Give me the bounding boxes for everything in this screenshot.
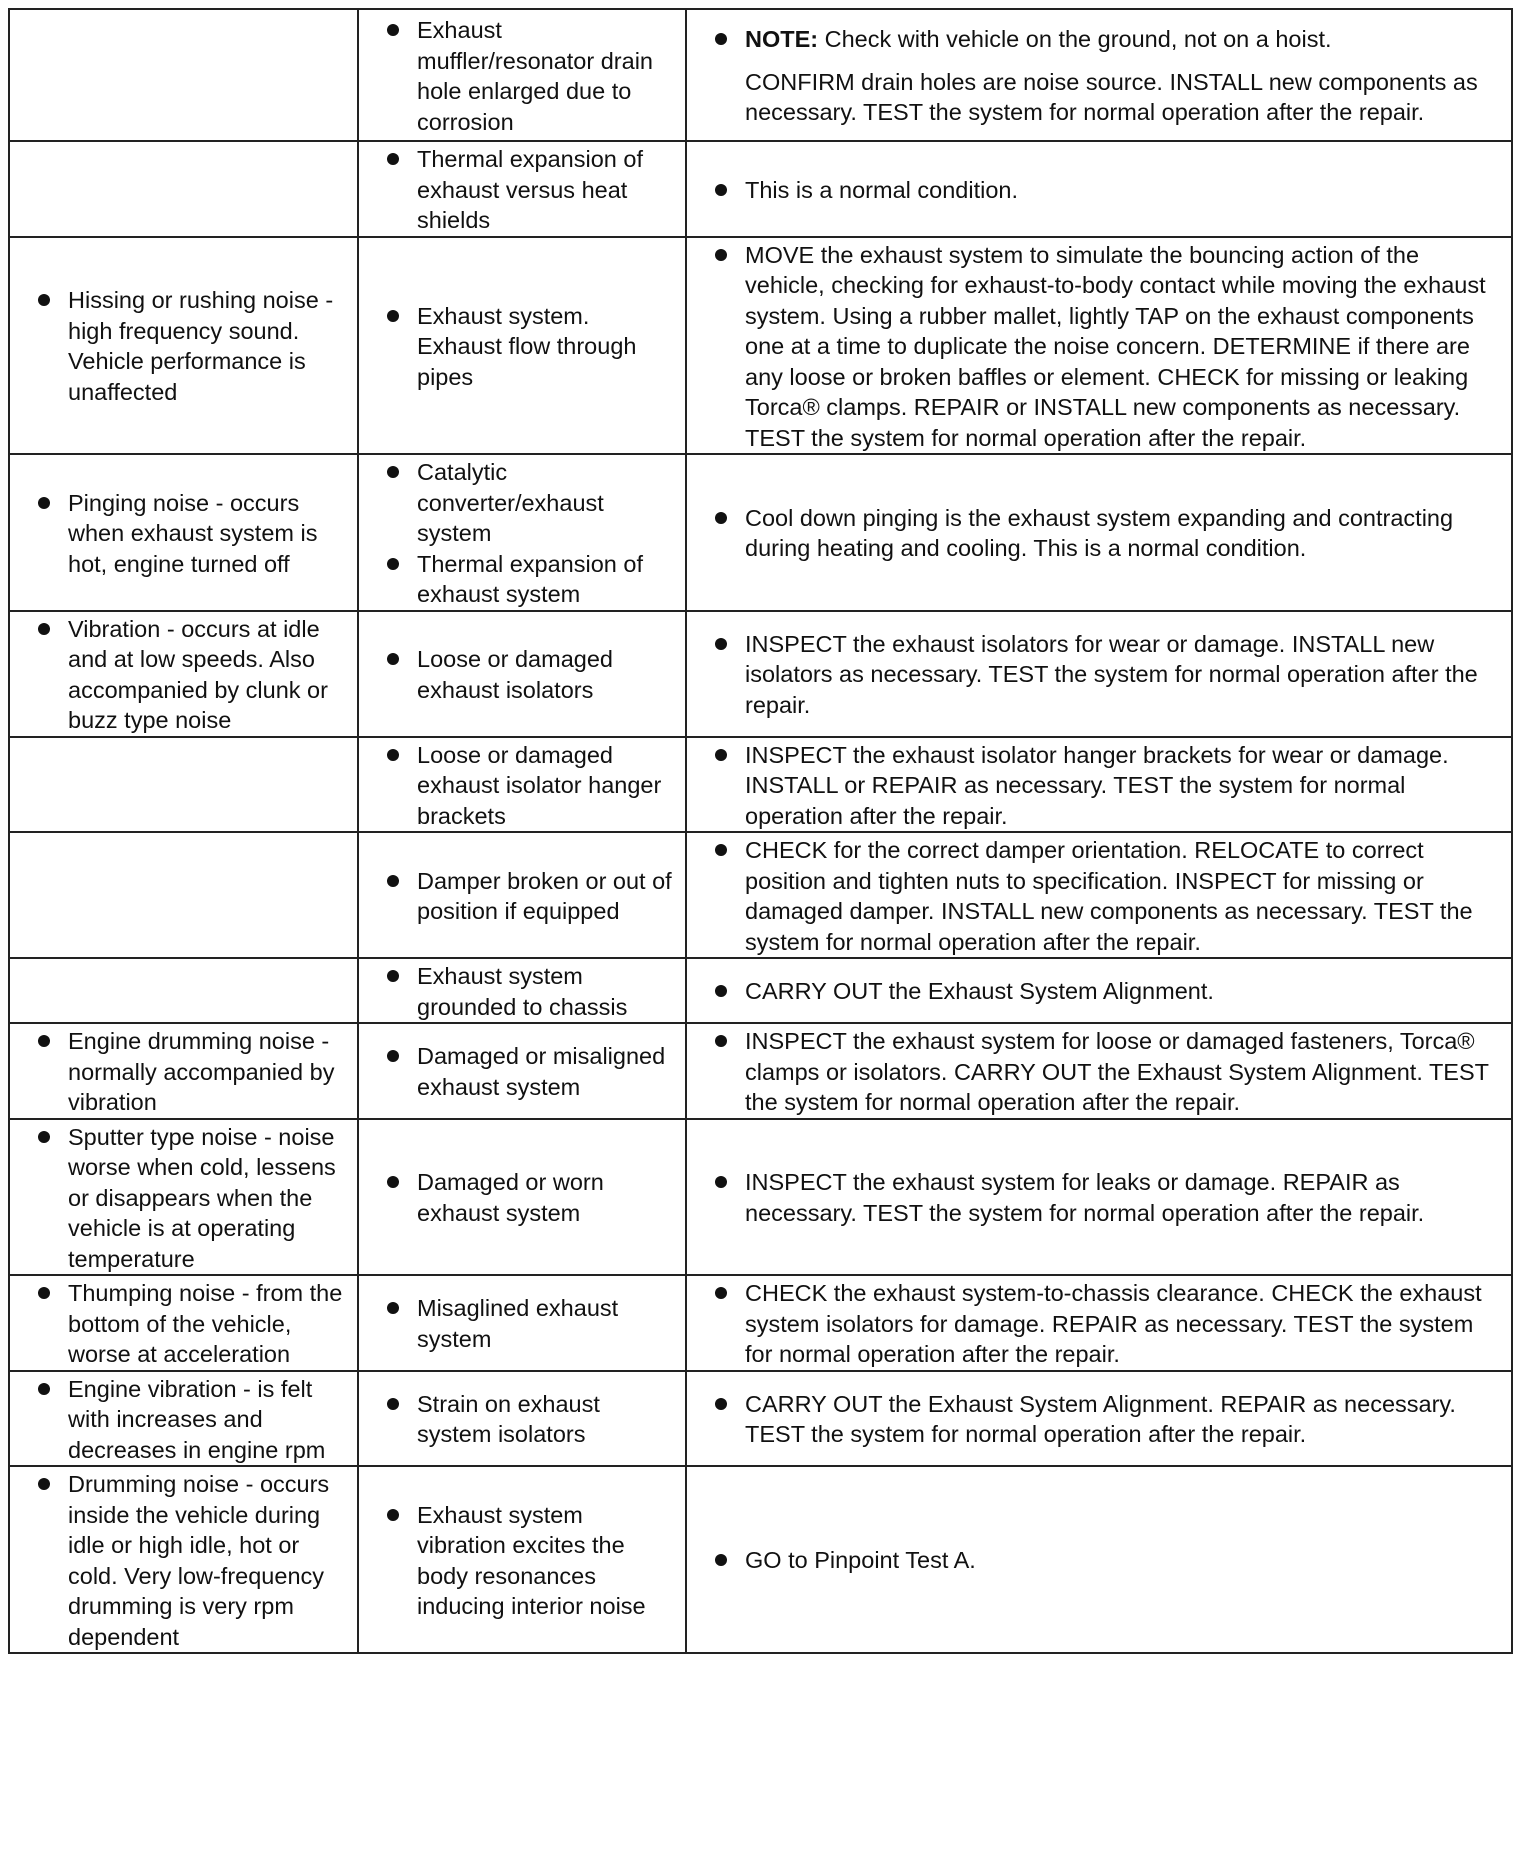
condition-cell-item: Sputter type noise - noise worse when cold, lessens or disappears when the vehicle is at operating temperature (20, 1122, 347, 1275)
cause-cell-item: Loose or damaged exhaust isolators (369, 644, 675, 705)
condition-cell (9, 141, 358, 237)
action-list (697, 503, 1501, 564)
action-cell (686, 1275, 1512, 1371)
condition-cell (9, 1119, 358, 1276)
cause-cell-list (369, 1167, 675, 1228)
action-list (697, 1026, 1501, 1118)
action-item: INSPECT the exhaust isolators for wear or damage. INSTALL new isolators as necessary. TEST the system for normal operation after the repair. (697, 629, 1501, 721)
action-item: GO to Pinpoint Test A. (697, 1545, 1501, 1576)
action-list (697, 1389, 1501, 1450)
cause-cell-list (369, 866, 675, 927)
cause-cell (358, 237, 686, 455)
cause-cell-item: Damper broken or out of position if equipped (369, 866, 675, 927)
action-item: MOVE the exhaust system to simulate the bouncing action of the vehicle, checking for exhaust-to-body contact while moving the exhaust system. Using a rubber mallet, lightly TAP on the exhaust components one at a time to duplicate the noise concern. DETERMINE if there are any loose or broken baffles or element. CHECK for missing or leaking Torca® clamps. REPAIR or INSTALL new components as necessary. TEST the system for normal operation after the repair. (697, 240, 1501, 454)
action-list (697, 175, 1501, 206)
table-row (9, 237, 1512, 455)
cause-cell-list (369, 1389, 675, 1450)
condition-cell (9, 454, 358, 611)
note-label: NOTE: (745, 26, 819, 53)
note-text: Check with vehicle on the ground, not on a hoist. (818, 26, 1332, 53)
cause-cell-item: Misaglined exhaust system (369, 1293, 675, 1354)
action-paragraph: CONFIRM drain holes are noise source. INSTALL new components as necessary. TEST the system for normal operation after the repair. (745, 68, 1478, 126)
condition-cell (9, 1466, 358, 1653)
action-item (697, 24, 1501, 55)
action-list (697, 1545, 1501, 1576)
cause-cell (358, 9, 686, 141)
action-cell (686, 832, 1512, 958)
cause-cell-item: Exhaust system vibration excites the body resonances inducing interior noise (369, 1500, 675, 1622)
condition-cell-item: Engine vibration - is felt with increases and decreases in engine rpm (20, 1374, 347, 1466)
cause-cell-item: Exhaust system grounded to chassis (369, 961, 675, 1022)
table-row (9, 737, 1512, 833)
condition-cell-item: Drumming noise - occurs inside the vehicle during idle or high idle, hot or cold. Very low-frequency drumming is very rpm dependent (20, 1469, 347, 1652)
condition-cell (9, 832, 358, 958)
condition-cell-item: Hissing or rushing noise - high frequency sound. Vehicle performance is unaffected (20, 285, 347, 407)
cause-cell-list (369, 1293, 675, 1354)
condition-cell-list (20, 1469, 347, 1652)
action-item: INSPECT the exhaust system for leaks or damage. REPAIR as necessary. TEST the system for normal operation after the repair. (697, 1167, 1501, 1228)
action-item: CARRY OUT the Exhaust System Alignment. REPAIR as necessary. TEST the system for normal operation after the repair. (697, 1389, 1501, 1450)
table-row (9, 832, 1512, 958)
action-cell (686, 237, 1512, 455)
table-row (9, 611, 1512, 737)
action-list (697, 976, 1501, 1007)
table-row (9, 1023, 1512, 1119)
condition-cell-item: Engine drumming noise - normally accompanied by vibration (20, 1026, 347, 1118)
action-item: Cool down pinging is the exhaust system expanding and contracting during heating and cooling. This is a normal condition. (697, 503, 1501, 564)
table-row (9, 454, 1512, 611)
condition-cell-list (20, 488, 347, 580)
table-body (9, 9, 1512, 1653)
condition-cell-list (20, 285, 347, 407)
cause-cell (358, 454, 686, 611)
action-list (697, 24, 1501, 55)
action-list (697, 629, 1501, 721)
condition-cell (9, 1275, 358, 1371)
cause-cell-item: Catalytic converter/exhaust system (369, 457, 675, 549)
cause-cell (358, 1371, 686, 1467)
table-row (9, 141, 1512, 237)
cause-cell-list (369, 1041, 675, 1102)
table-row (9, 1371, 1512, 1467)
cause-cell (358, 958, 686, 1023)
table-row (9, 958, 1512, 1023)
action-list (697, 835, 1501, 957)
action-list (697, 240, 1501, 454)
cause-cell-item: Loose or damaged exhaust isolator hanger brackets (369, 740, 675, 832)
action-item: INSPECT the exhaust isolator hanger brackets for wear or damage. INSTALL or REPAIR as necessary. TEST the system for normal operation after the repair. (697, 740, 1501, 832)
condition-cell-list (20, 1374, 347, 1466)
cause-cell-item: Thermal expansion of exhaust versus heat shields (369, 144, 675, 236)
action-cell (686, 141, 1512, 237)
cause-cell (358, 1119, 686, 1276)
condition-cell-item: Pinging noise - occurs when exhaust system is hot, engine turned off (20, 488, 347, 580)
action-item: CHECK the exhaust system-to-chassis clearance. CHECK the exhaust system isolators for damage. REPAIR as necessary. TEST the system for normal operation after the repair. (697, 1278, 1501, 1370)
condition-cell-item: Thumping noise - from the bottom of the vehicle, worse at acceleration (20, 1278, 347, 1370)
condition-cell (9, 958, 358, 1023)
action-item: CHECK for the correct damper orientation. RELOCATE to correct position and tighten nuts to specification. INSPECT for missing or damaged damper. INSTALL new components as necessary. TEST the system for normal operation after the repair. (697, 835, 1501, 957)
cause-cell-list (369, 457, 675, 610)
cause-cell-item: Exhaust muffler/resonator drain hole enlarged due to corrosion (369, 15, 675, 137)
cause-cell (358, 1466, 686, 1653)
action-list (697, 740, 1501, 832)
cause-cell (358, 737, 686, 833)
condition-cell-item: Vibration - occurs at idle and at low speeds. Also accompanied by clunk or buzz type noise (20, 614, 347, 736)
action-cell (686, 1023, 1512, 1119)
condition-cell (9, 237, 358, 455)
cause-cell-item: Strain on exhaust system isolators (369, 1389, 675, 1450)
action-cell (686, 9, 1512, 141)
table-row (9, 1466, 1512, 1653)
cause-cell-list (369, 644, 675, 705)
action-cell (686, 737, 1512, 833)
action-item: This is a normal condition. (697, 175, 1501, 206)
action-list (697, 1167, 1501, 1228)
condition-cell (9, 9, 358, 141)
cause-cell-item: Damaged or worn exhaust system (369, 1167, 675, 1228)
cause-cell-list (369, 15, 675, 137)
action-cell (686, 1119, 1512, 1276)
cause-cell-item: Damaged or misaligned exhaust system (369, 1041, 675, 1102)
condition-cell-list (20, 1278, 347, 1370)
table-row (9, 1275, 1512, 1371)
action-item: INSPECT the exhaust system for loose or damaged fasteners, Torca® clamps or isolators. CARRY OUT the Exhaust System Alignment. TEST the system for normal operation after the repair. (697, 1026, 1501, 1118)
cause-cell (358, 1023, 686, 1119)
condition-cell (9, 1023, 358, 1119)
cause-cell-list (369, 740, 675, 832)
condition-cell-list (20, 614, 347, 736)
cause-cell (358, 141, 686, 237)
cause-cell (358, 832, 686, 958)
diagnosis-table (8, 8, 1513, 1654)
cause-cell (358, 611, 686, 737)
action-cell (686, 611, 1512, 737)
cause-cell-item: Exhaust system. Exhaust flow through pipes (369, 301, 675, 393)
condition-cell (9, 611, 358, 737)
cause-cell-item: Thermal expansion of exhaust system (369, 549, 675, 610)
table-row (9, 1119, 1512, 1276)
cause-cell (358, 1275, 686, 1371)
cause-cell-list (369, 1500, 675, 1622)
cause-cell-list (369, 144, 675, 236)
condition-cell (9, 737, 358, 833)
action-cell (686, 958, 1512, 1023)
condition-cell (9, 1371, 358, 1467)
cause-cell-list (369, 961, 675, 1022)
action-item: CARRY OUT the Exhaust System Alignment. (697, 976, 1501, 1007)
action-cell (686, 1371, 1512, 1467)
action-list (697, 1278, 1501, 1370)
table-row (9, 9, 1512, 141)
action-cell (686, 1466, 1512, 1653)
condition-cell-list (20, 1026, 347, 1118)
cause-cell-list (369, 301, 675, 393)
condition-cell-list (20, 1122, 347, 1275)
action-cell (686, 454, 1512, 611)
